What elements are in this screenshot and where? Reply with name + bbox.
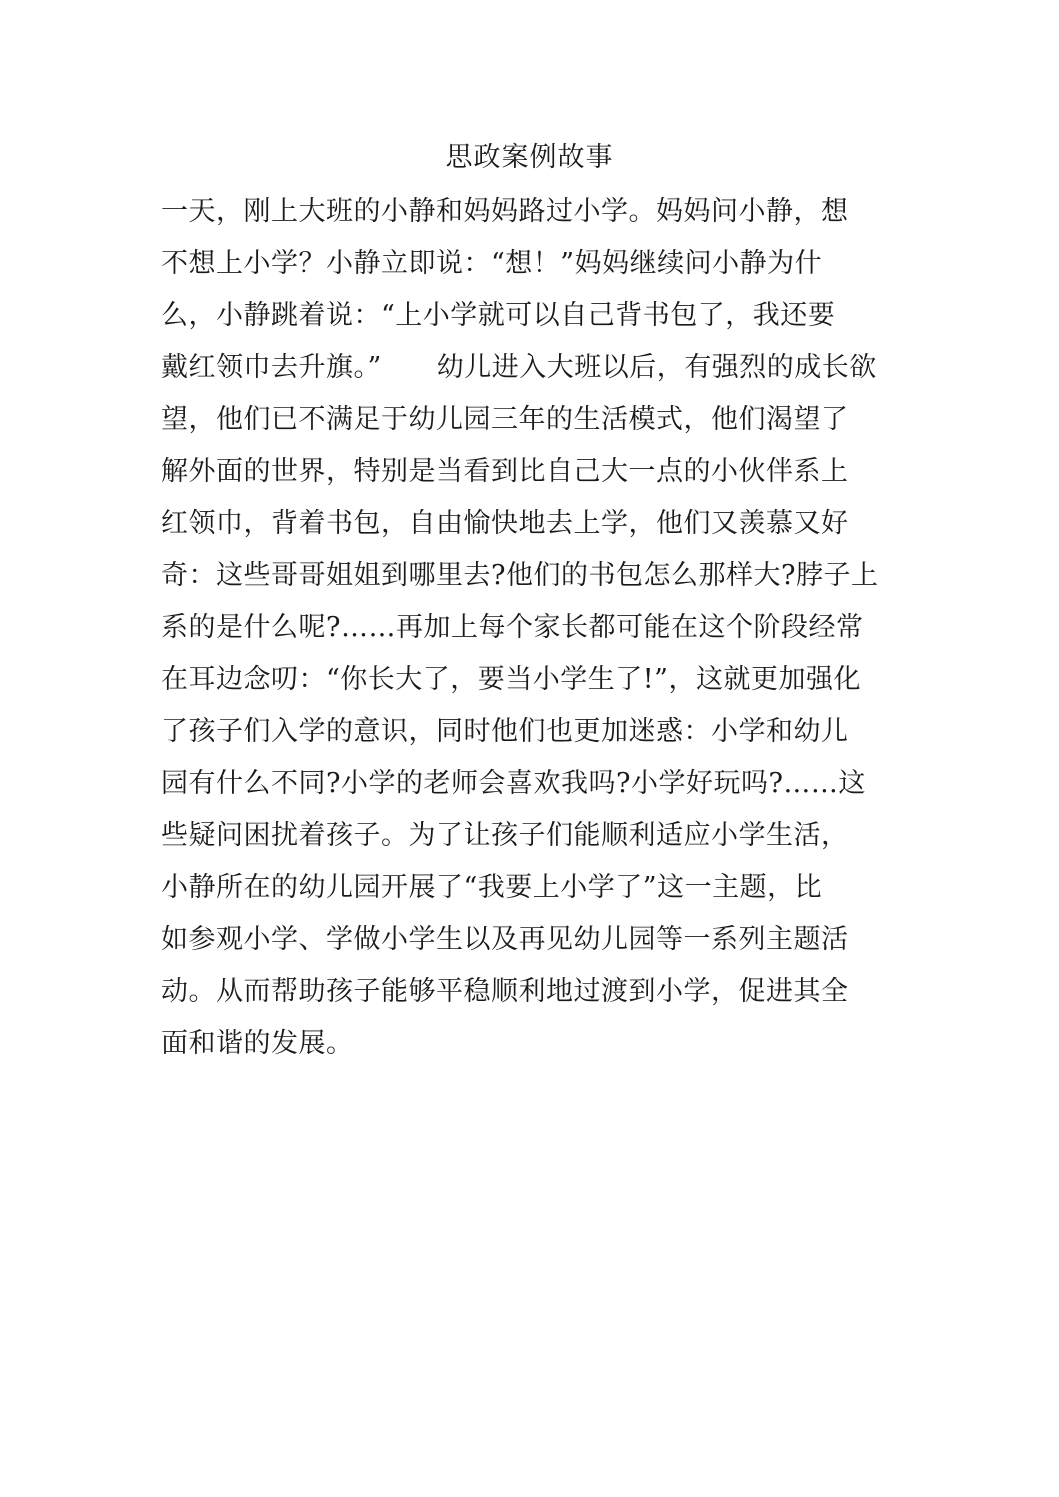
paragraph-line: 小静所在的幼儿园开展了“我要上小学了”这一主题，比 (161, 872, 823, 903)
paragraph-line: 系的是什么呢?……再加上每个家长都可能在这个阶段经常 (161, 612, 864, 643)
paragraph-line: 在耳边念叨：“你长大了，要当小学生了!”，这就更加强化 (161, 664, 861, 695)
paragraph-line: 面和谐的发展。 (161, 1028, 354, 1059)
paragraph-line: 些疑问困扰着孩子。为了让孩子们能顺利适应小学生活， (161, 820, 849, 851)
document-title: 思政案例故事 (445, 142, 614, 173)
paragraph-line: 么，小静跳着说：“上小学就可以自己背书包了，我还要 (161, 300, 836, 331)
paragraph-line: 奇：这些哥哥姐姐到哪里去?他们的书包怎么那样大?脖子上 (161, 560, 879, 591)
paragraph-line: 望，他们已不满足于幼儿园三年的生活模式，他们渴望了 (161, 404, 849, 435)
paragraph-line: 解外面的世界，特别是当看到比自己大一点的小伙伴系上 (161, 456, 849, 487)
paragraph-line: 了孩子们入学的意识，同时他们也更加迷惑：小学和幼儿 (161, 716, 849, 747)
paragraph-line: 动。从而帮助孩子能够平稳顺利地过渡到小学，促进其全 (161, 976, 849, 1007)
document-body (161, 192, 901, 1076)
paragraph-line: 不想上小学？小静立即说：“想！”妈妈继续问小静为什 (161, 248, 823, 279)
paragraph-line: 园有什么不同?小学的老师会喜欢我吗?小学好玩吗?……这 (161, 768, 866, 799)
paragraph-line: 如参观小学、学做小学生以及再见幼儿园等一系列主题活 (161, 924, 849, 955)
paragraph-line: 戴红领巾去升旗。” 幼儿进入大班以后，有强烈的成长欲 (161, 352, 877, 383)
paragraph-line: 红领巾，背着书包，自由愉快地去上学，他们又羡慕又好 (161, 508, 849, 539)
paragraph-line: 一天，刚上大班的小静和妈妈路过小学。妈妈问小静，想 (161, 196, 849, 227)
